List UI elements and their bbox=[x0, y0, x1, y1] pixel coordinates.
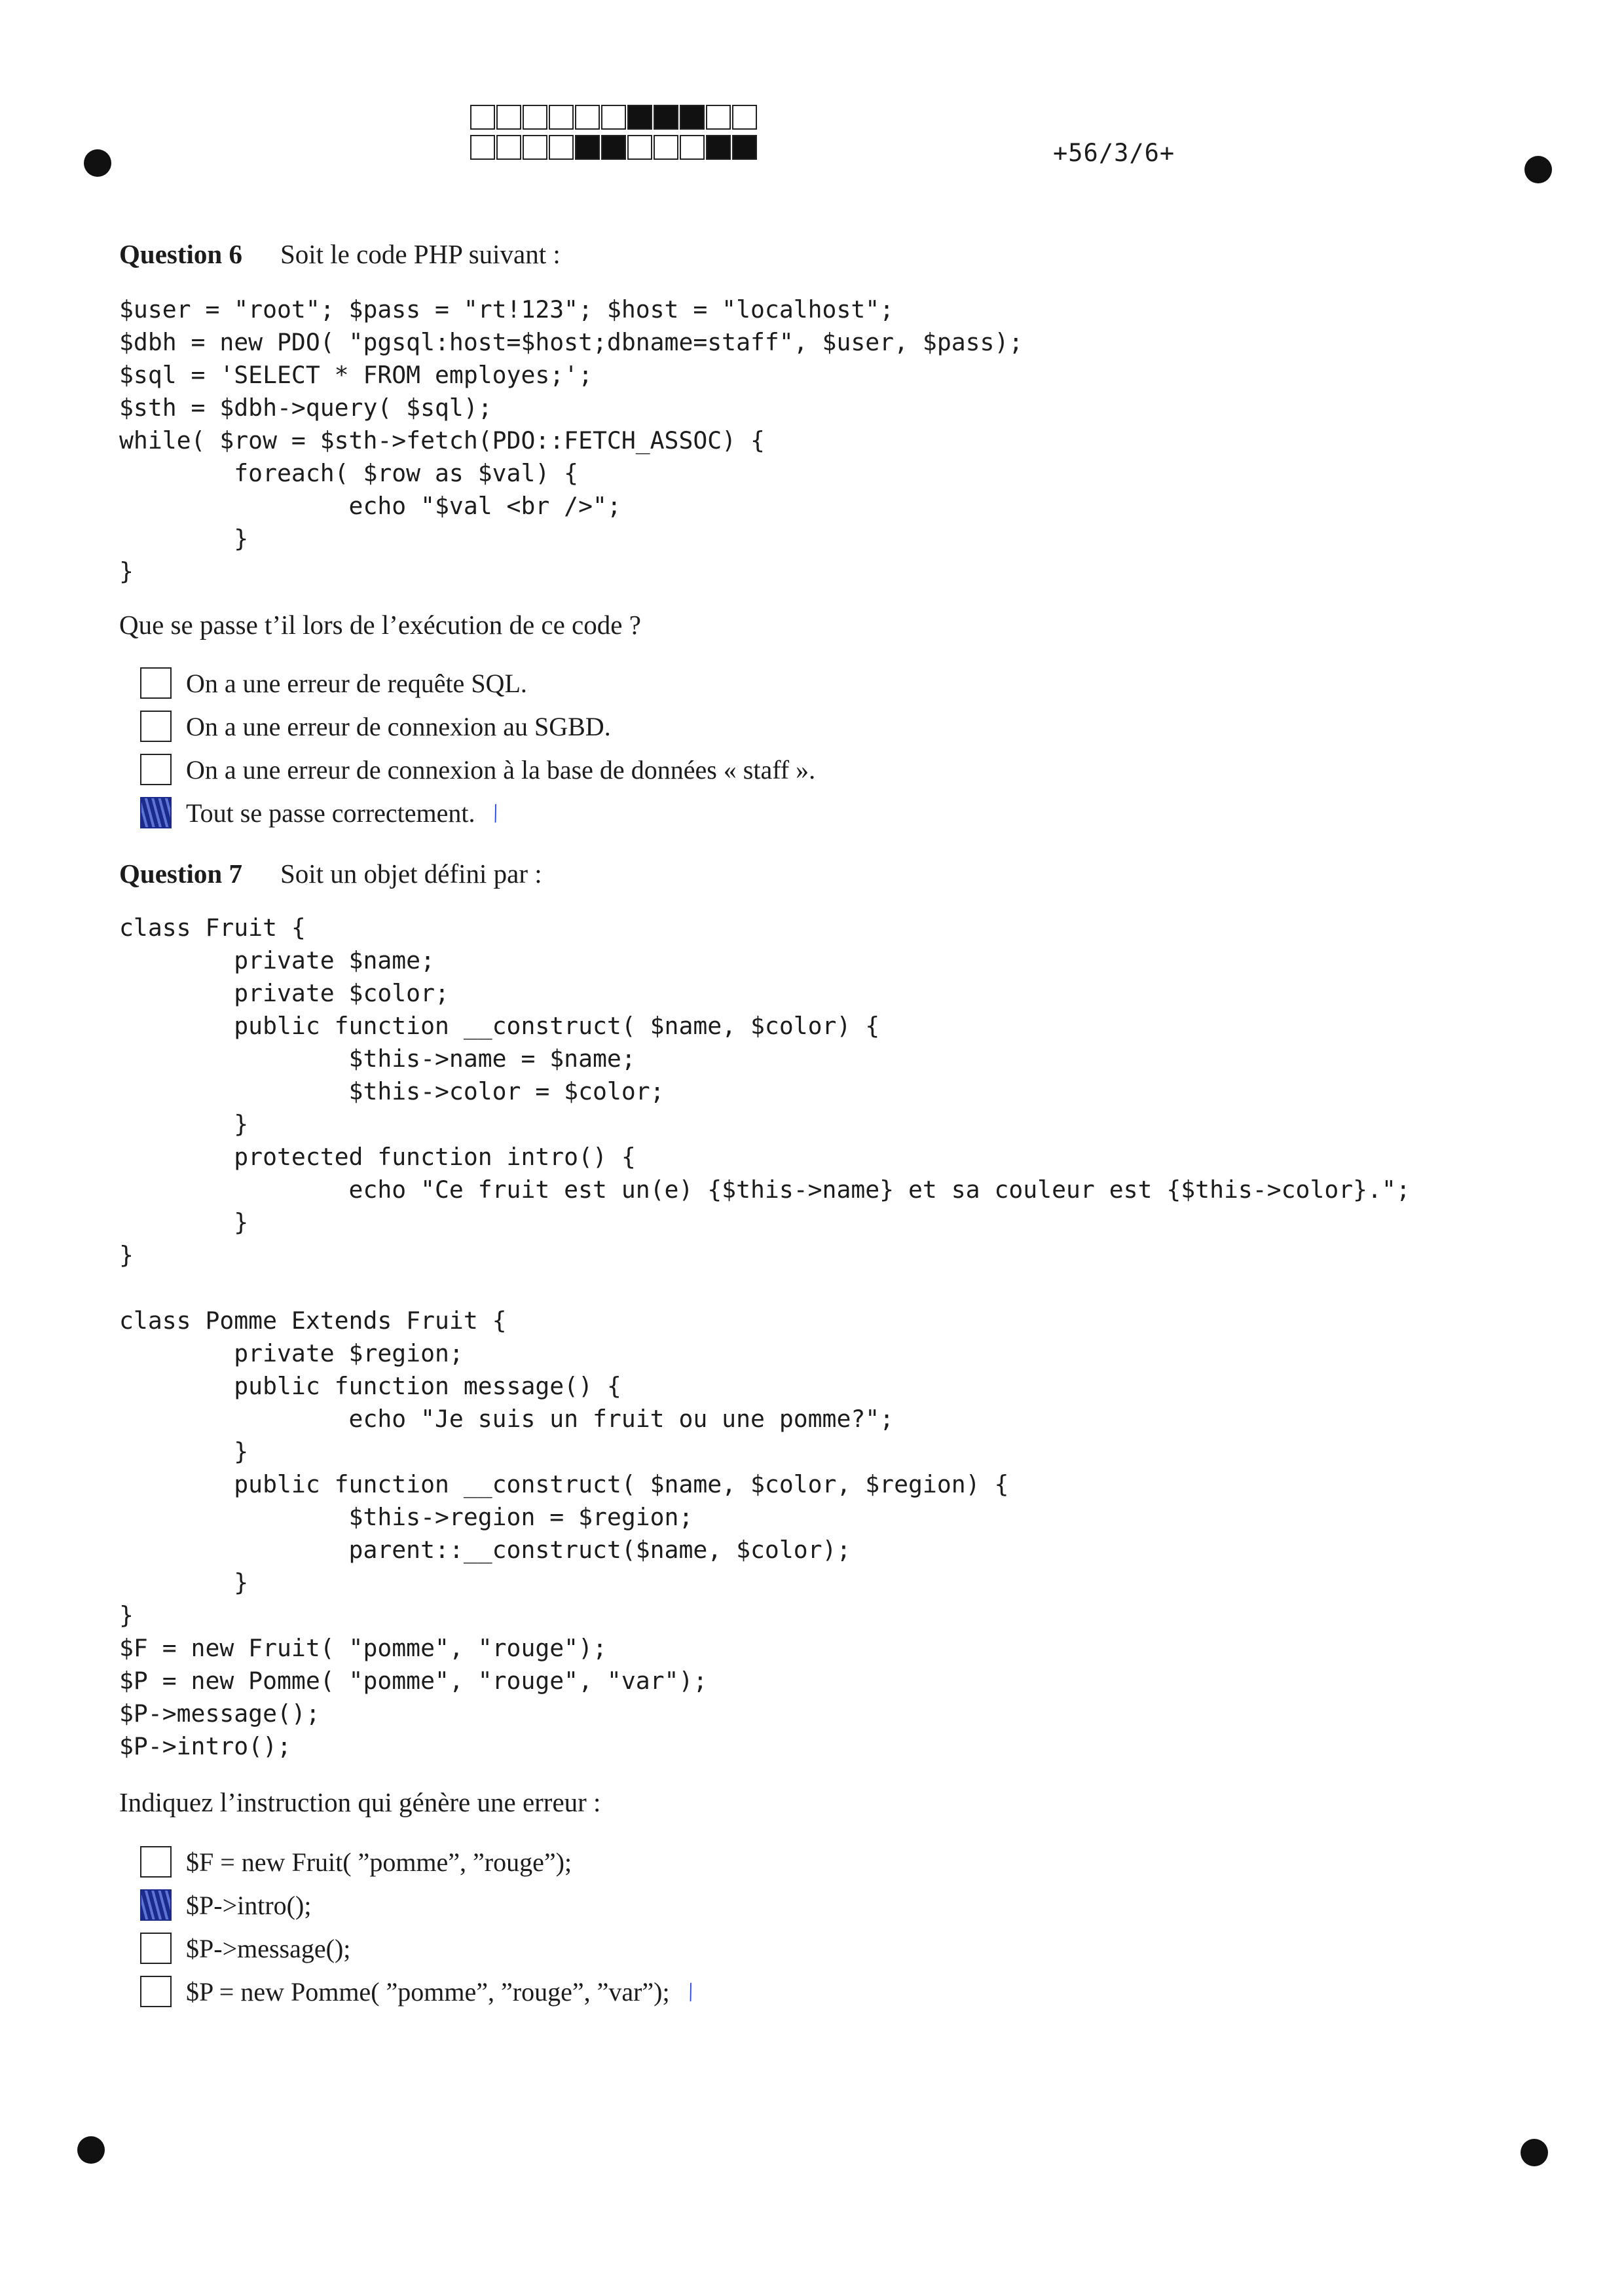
answer-option[interactable] bbox=[140, 791, 815, 834]
barcode-cell-empty bbox=[575, 105, 600, 130]
checkbox[interactable] bbox=[140, 711, 172, 742]
question-6-heading bbox=[119, 238, 561, 270]
registration-mark-top-right bbox=[1524, 156, 1552, 183]
question-6-code: $user = "root"; $pass = "rt!123"; $host = "localhost"; $dbh = new PDO( "pgsql:host=$host;dbname=staff", $user, $pass); $sql = 'SELECT * FROM employes;'; $sth = $dbh->query( $sql); while( $row = $sth->fetch(PDO::FETCH_ASSOC) { foreach( $row as $val) { echo "$val <br />"; } } bbox=[119, 295, 1024, 585]
answer-label: $P->message(); bbox=[186, 1933, 351, 1963]
answer-label: Tout se passe correctement. bbox=[186, 798, 475, 828]
question-7-answers bbox=[140, 1840, 699, 2013]
barcode-cell-filled bbox=[575, 135, 600, 160]
barcode-cell-empty bbox=[470, 105, 495, 130]
barcode-cell-empty bbox=[627, 135, 652, 160]
barcode-cell-empty bbox=[680, 135, 705, 160]
page-id: +56/3/6+ bbox=[1053, 139, 1175, 167]
registration-mark-bottom-left bbox=[77, 2136, 105, 2164]
checkbox[interactable] bbox=[140, 1976, 172, 2007]
answer-label: On a une erreur de connexion au SGBD. bbox=[186, 711, 611, 741]
question-7-prompt: Indiquez l’instruction qui génère une erreur : bbox=[119, 1787, 601, 1817]
grading-tick-mark: / bbox=[682, 1976, 699, 2007]
answer-option[interactable] bbox=[140, 661, 815, 705]
answer-option[interactable] bbox=[140, 1927, 694, 1970]
grading-tick-mark: / bbox=[487, 797, 504, 828]
answer-option[interactable] bbox=[140, 1840, 694, 1883]
barcode-cell-filled bbox=[706, 135, 731, 160]
barcode-cell-empty bbox=[496, 105, 521, 130]
checkbox[interactable] bbox=[140, 667, 172, 699]
answer-label: $P->intro(); bbox=[186, 1890, 312, 1920]
checkbox-checked[interactable] bbox=[140, 797, 172, 828]
barcode-cell-empty bbox=[732, 105, 757, 130]
barcode-cell-empty bbox=[549, 105, 574, 130]
barcode-cell-empty bbox=[549, 135, 574, 160]
answer-label: $F = new Fruit( ”pomme”, ”rouge”); bbox=[186, 1847, 572, 1877]
barcode-cell-empty bbox=[601, 105, 626, 130]
barcode-cell-empty bbox=[523, 135, 547, 160]
barcode-cell-empty bbox=[706, 105, 731, 130]
barcode-cell-filled bbox=[627, 105, 652, 130]
checkbox[interactable] bbox=[140, 1933, 172, 1964]
answer-option[interactable] bbox=[140, 1970, 699, 2013]
question-title: Soit le code PHP suivant : bbox=[280, 239, 561, 269]
answer-label: On a une erreur de connexion à la base de données « staff ». bbox=[186, 754, 816, 785]
barcode-cell-empty bbox=[654, 135, 678, 160]
answer-option[interactable] bbox=[140, 1883, 694, 1927]
registration-mark-top-left bbox=[84, 149, 111, 177]
answer-option[interactable] bbox=[140, 748, 815, 791]
question-6-prompt: Que se passe t’il lors de l’exécution de ce code ? bbox=[119, 610, 641, 640]
checkbox[interactable] bbox=[140, 754, 172, 785]
answer-option[interactable] bbox=[140, 705, 815, 748]
question-number: Question 6 bbox=[119, 239, 242, 269]
barcode-cell-empty bbox=[523, 105, 547, 130]
answer-label: On a une erreur de requête SQL. bbox=[186, 668, 527, 698]
answer-label: $P = new Pomme( ”pomme”, ”rouge”, ”var”); bbox=[186, 1976, 670, 2007]
question-7-heading bbox=[119, 858, 542, 889]
barcode-cell-empty bbox=[470, 135, 495, 160]
barcode-cell-empty bbox=[496, 135, 521, 160]
registration-mark-bottom-right bbox=[1521, 2139, 1548, 2166]
question-title: Soit un objet défini par : bbox=[280, 859, 542, 889]
barcode-cell-filled bbox=[601, 135, 626, 160]
checkbox-checked[interactable] bbox=[140, 1889, 172, 1921]
barcode-cell-filled bbox=[654, 105, 678, 130]
question-6-answers bbox=[140, 661, 815, 834]
barcode-cell-filled bbox=[680, 105, 705, 130]
barcode-top bbox=[470, 105, 758, 130]
question-number: Question 7 bbox=[119, 859, 242, 889]
barcode-bottom bbox=[470, 135, 758, 160]
checkbox[interactable] bbox=[140, 1846, 172, 1878]
barcode-cell-filled bbox=[732, 135, 757, 160]
question-7-code: class Fruit { private $name; private $color; public function __construct( $name, $color) { $this->name = $name; $this->color = $color; } protected function intro() { echo "Ce fruit est un(e) {$this->name} et sa couleur est {$this->color}."; } } class Pomme Extends Fruit { private $region; public function message() { echo "Je suis un fruit ou une pomme?"; } public function __construct( $name, $color, $region) { $this->region = $region; parent::__construct($name, $color); } } $F = new Fruit( "pomme", "rouge"); $P = new Pomme( "pomme", "rouge", "var"); $P->message(); $P->intro(); bbox=[119, 914, 1411, 1760]
